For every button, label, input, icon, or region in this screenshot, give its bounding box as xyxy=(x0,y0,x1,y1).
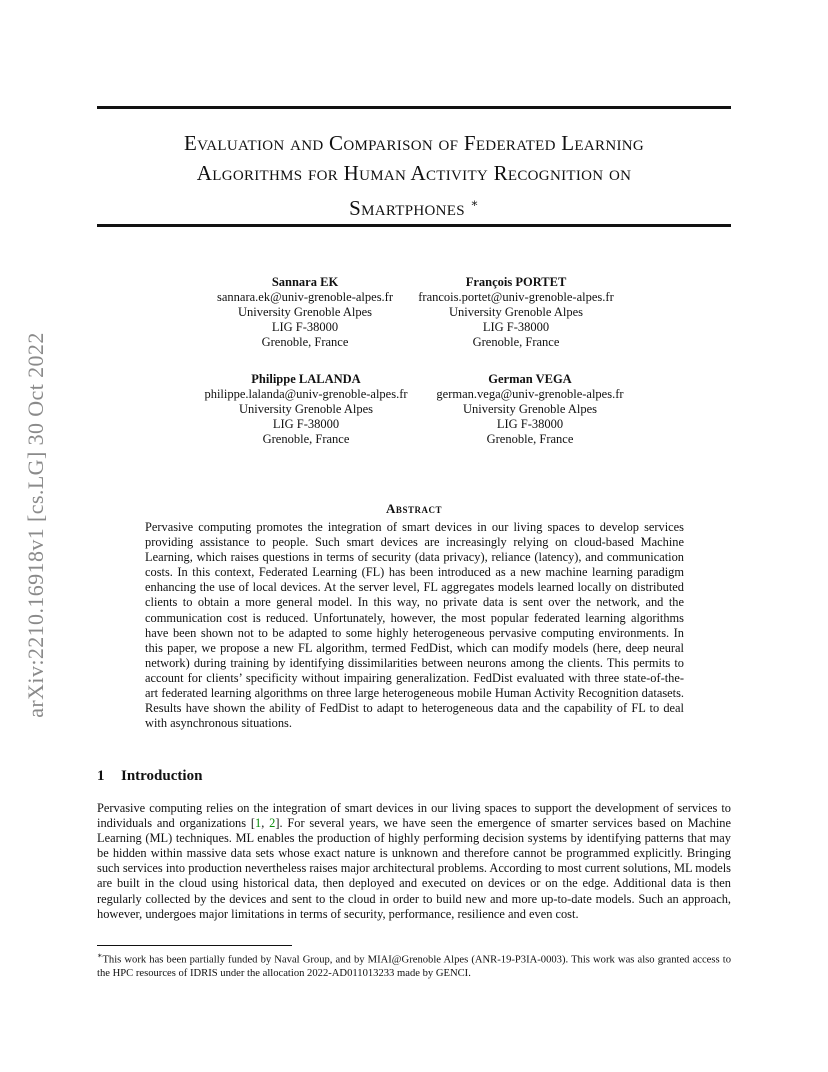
author-city: Grenoble, France xyxy=(486,432,574,446)
author-name: Sannara EK xyxy=(271,275,339,289)
title-rule-bottom xyxy=(97,224,731,227)
abstract-heading: Abstract xyxy=(386,501,442,516)
author-affiliation: University Grenoble Alpes xyxy=(238,402,373,416)
author-block xyxy=(411,275,621,350)
citation-link-1[interactable]: 1 xyxy=(255,816,262,831)
author-affiliation: University Grenoble Alpes xyxy=(462,402,597,416)
cite-bracket-open: [ xyxy=(250,816,256,831)
citation-link-2[interactable]: 2 xyxy=(269,816,276,831)
section-title: Introduction xyxy=(121,768,203,784)
footnote-mark: ∗ xyxy=(97,951,103,960)
author-email[interactable]: german.vega@univ-grenoble-alpes.fr xyxy=(436,387,624,401)
author-email[interactable]: francois.portet@univ-grenoble-alpes.fr xyxy=(418,290,614,304)
title-line-3-text: Smartphones xyxy=(349,196,465,220)
title-footnote-mark: ∗ xyxy=(470,196,479,210)
paper-title xyxy=(97,128,731,223)
author-block xyxy=(196,372,416,447)
author-lab: LIG F-38000 xyxy=(271,320,339,334)
section-heading xyxy=(97,768,202,785)
intro-paragraph xyxy=(97,801,731,922)
cite-separator: , xyxy=(261,816,270,831)
author-lab: LIG F-38000 xyxy=(272,417,340,431)
title-line-1: Evaluation and Comparison of Federated Learning xyxy=(183,131,645,155)
title-line-2: Algorithms for Human Activity Recognition on xyxy=(196,161,632,185)
author-block xyxy=(430,372,630,447)
author-city: Grenoble, France xyxy=(261,335,349,349)
title-line-3 xyxy=(97,188,731,223)
arxiv-sidebar xyxy=(14,290,58,760)
author-name: German VEGA xyxy=(488,372,572,386)
author-email[interactable]: sannara.ek@univ-grenoble-alpes.fr xyxy=(216,290,394,304)
author-lab: LIG F-38000 xyxy=(482,320,550,334)
footnote xyxy=(97,949,731,981)
cite-bracket-close: ] xyxy=(275,816,280,831)
author-city: Grenoble, France xyxy=(262,432,350,446)
arxiv-identifier: arXiv:2210.16918v1 [cs.LG] 30 Oct 2022 xyxy=(23,332,48,718)
section-number: 1 xyxy=(97,768,105,784)
author-block xyxy=(205,275,405,350)
intro-text-part2: . For several years, we have seen the emergence of smarter services based on Machine Learning (ML) techniques. ML enables the production of highly performing decision systems by identifying patterns that may be hidden within massive data sets whose exact nature is unknown and therefore cannot be programmed explicitly. Bringing such services into production nevertheless raises major architectural problems. According to most current solutions, ML models are built in the cloud using historical data, then deployed and executed on devices or on the edge. Additional data is then regularly collected by the devices and sent to the cloud in order to build new and more up-to-date models. Such an approach, however, undergoes major limitations in terms of security, performance, resilience and even cost. xyxy=(97,816,731,921)
author-lab: LIG F-38000 xyxy=(496,417,564,431)
intro-text-part1: Pervasive computing relies on the integration of smart devices in our living spaces to support the development of services to individuals and organizations xyxy=(97,801,731,831)
footnote-text: This work has been partially funded by Naval Group, and by MIAI@Grenoble Alpes (ANR-19-P3IA-0003). This work was also granted access to the HPC resources of IDRIS under the allocation 2022-AD011013233 made by GENCI. xyxy=(97,954,731,980)
author-name: Philippe LALANDA xyxy=(251,372,361,386)
author-affiliation: University Grenoble Alpes xyxy=(448,305,583,319)
abstract-text: Pervasive computing promotes the integration of smart devices in our living spaces to develop services providing assistance to people. Such smart devices are increasingly relying on cloud-based Machine Learning, which raises questions in terms of security (data privacy), reliance (latency), and communication costs. In this context, Federated Learning (FL) has been introduced as a new machine learning paradigm enhancing the use of local devices. At the server level, FL aggregates models learned locally on distributed clients to obtain a more general model. In this way, no private data is sent over the network, and the communication cost is reduced. Unfortunately, however, the most popular federated learning algorithms have been shown not to be adapted to some highly heterogeneous pervasive computing environments. In this paper, we propose a new FL algorithm, termed FedDist, which can modify models (here, deep neural network) during training by identifying dissimilarities between neurons among the clients. This permits to account for clients’ specificity without impairing generalization. FedDist evaluated with three state-of-the-art federated learning algorithms on three large heterogeneous mobile Human Activity Recognition datasets. Results have shown the ability of FedDist to adapt to heterogeneous data and the capability of FL to deal with asynchronous situations. xyxy=(145,520,684,731)
author-email[interactable]: philippe.lalanda@univ-grenoble-alpes.fr xyxy=(204,387,408,401)
author-city: Grenoble, France xyxy=(472,335,560,349)
title-rule-top xyxy=(97,106,731,109)
author-name: François PORTET xyxy=(465,275,567,289)
author-affiliation: University Grenoble Alpes xyxy=(237,305,372,319)
footnote-rule xyxy=(97,945,292,946)
